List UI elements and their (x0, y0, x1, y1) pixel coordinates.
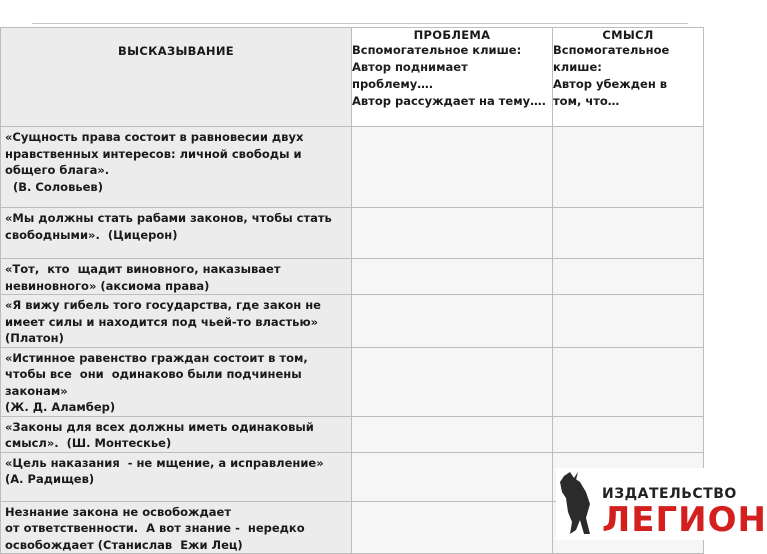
quote-line: «Я вижу гибель того государства, где закон не (5, 298, 321, 312)
quote-cell (1, 416, 352, 452)
quote-text (1, 295, 351, 347)
problem-answer-cell[interactable] (352, 295, 553, 348)
logo-publisher-label: ИЗДАТЕЛЬСТВО (602, 486, 737, 502)
problem-hint-line: проблему…. (352, 77, 434, 91)
quote-line: (Платон) (5, 331, 64, 345)
quote-cell (1, 501, 352, 554)
quote-line: от ответственности. А вот знание - нередко (5, 521, 305, 535)
quote-line: Незнание закона не освобождает (5, 504, 232, 519)
quote-column-header (1, 28, 352, 127)
meaning-hint-lines (553, 42, 703, 110)
problem-answer-cell[interactable] (352, 416, 553, 452)
quote-line: чтобы все они одинаково были подчинены (5, 367, 302, 381)
quote-text (1, 348, 351, 416)
table-row (1, 295, 704, 348)
quote-line: нравственных интересов: личной свободы и (5, 146, 302, 161)
problem-answer-cell[interactable] (352, 208, 553, 259)
quote-line: законам» (5, 383, 68, 398)
problem-answer-cell[interactable] (352, 347, 553, 416)
quote-line: «Тот, кто щадит виновного, наказывает (5, 262, 281, 276)
header-row (1, 28, 704, 127)
quote-text (1, 417, 351, 452)
meaning-answer-cell[interactable] (553, 259, 704, 295)
problem-column-title: ПРОБЛЕМА (413, 28, 491, 42)
quote-line: «Цель наказания - не мщение, а исправление» (5, 455, 324, 470)
meaning-answer-cell[interactable] (553, 208, 704, 259)
table-row (1, 208, 704, 259)
meaning-answer-cell[interactable] (553, 127, 704, 208)
problem-hint-line: Автор поднимает (352, 60, 468, 74)
quote-line: (В. Соловьев) (5, 179, 103, 194)
table-row (1, 416, 704, 452)
meaning-column-title: СМЫСЛ (602, 28, 654, 42)
logo-brand-name: ЛЕГИОН (602, 500, 767, 540)
problem-column-header (352, 28, 553, 127)
quote-line: «Сущность права состоит в равновесии двух (5, 130, 304, 144)
quote-text (1, 208, 351, 243)
table-row (1, 127, 704, 208)
quote-line: (А. Радищев) (5, 472, 95, 486)
quote-column-title: ВЫСКАЗЫВАНИЕ (118, 44, 234, 58)
problem-hint-line: Вспомогательное клише: (352, 43, 522, 57)
problem-hint-lines (352, 42, 552, 110)
quote-line: «Истинное равенство граждан состоит в том, (5, 350, 308, 365)
quote-text (1, 453, 351, 488)
horse-icon (556, 468, 602, 540)
quote-line: «Мы должны стать рабами законов, чтобы стать (5, 211, 332, 225)
quote-line: (Ж. Д. Аламбер) (5, 400, 116, 414)
meaning-answer-cell[interactable] (553, 416, 704, 452)
problem-hint-line: Автор рассуждает на тему…. (352, 94, 547, 108)
quote-line: имеет силы и находится под чьей-то властью» (5, 314, 319, 329)
publisher-logo (556, 468, 767, 540)
quote-cell (1, 259, 352, 295)
problem-answer-cell[interactable] (352, 127, 553, 208)
quote-text (1, 502, 351, 554)
table-row (1, 259, 704, 295)
meaning-answer-cell[interactable] (553, 347, 704, 416)
meaning-hint-line: том, что… (553, 94, 620, 108)
meaning-hint-line: Вспомогательное (553, 43, 670, 57)
quote-cell (1, 347, 352, 416)
quote-line: освобождает (Станислав Ежи Лец) (5, 537, 243, 552)
problem-answer-cell[interactable] (352, 259, 553, 295)
quote-cell (1, 295, 352, 348)
meaning-hint-line: Автор убежден в (553, 77, 668, 91)
quote-line: свободными». (Цицерон) (5, 227, 178, 242)
quote-line: «Законы для всех должны иметь одинаковый (5, 419, 314, 434)
table-row (1, 347, 704, 416)
quote-cell (1, 452, 352, 501)
quote-text (1, 259, 351, 294)
problem-answer-cell[interactable] (352, 452, 553, 501)
quote-cell (1, 208, 352, 259)
quote-line: невиновного» (аксиома права) (5, 278, 210, 293)
meaning-hint-line: клише: (553, 60, 602, 74)
top-rule (32, 23, 688, 24)
problem-answer-cell[interactable] (352, 501, 553, 554)
quote-line: смысл». (Ш. Монтескье) (5, 436, 172, 450)
meaning-column-header (553, 28, 704, 127)
quote-line: общего блага». (5, 163, 110, 177)
quote-cell (1, 127, 352, 208)
meaning-answer-cell[interactable] (553, 295, 704, 348)
quote-text (1, 127, 351, 195)
